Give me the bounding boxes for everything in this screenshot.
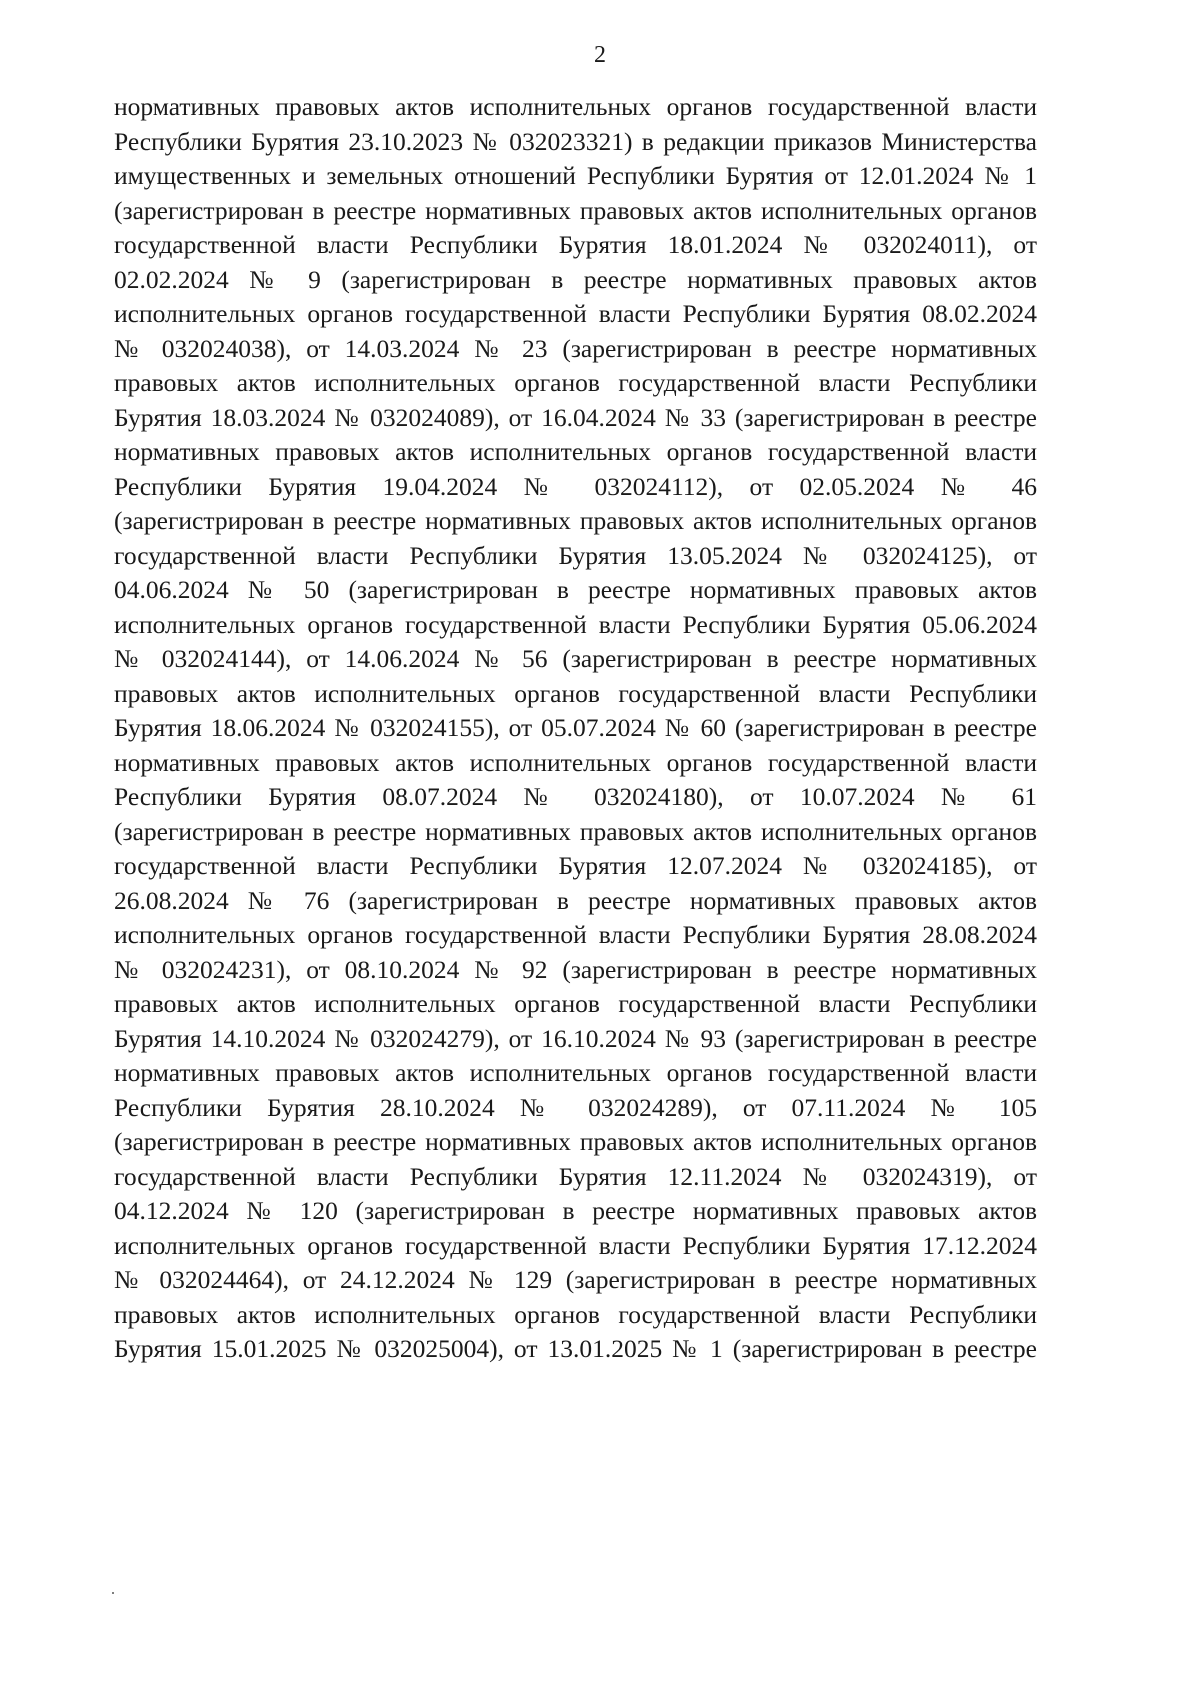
text-line: 04.12.2024 № 120 (зарегистрирован в реестре нормативных правовых актов (114, 1196, 1037, 1225)
text-line: № 032024144), от 14.06.2024 № 56 (зарегистрирован в реестре нормативных (114, 644, 1037, 673)
text-line: государственной власти Республики Бурятия 12.11.2024 № 032024319), от (114, 1161, 1037, 1191)
text-line: Республики Бурятия 28.10.2024 № 032024289), от 07.11.2024 № 105 (114, 1092, 1037, 1122)
text-line: 04.06.2024 № 50 (зарегистрирован в реестре нормативных правовых актов (114, 575, 1037, 604)
text-line: правовых актов исполнительных органов государственной власти Республики (114, 1299, 1037, 1329)
text-line: (зарегистрирован в реестре нормативных правовых актов исполнительных органов (114, 506, 1037, 535)
text-line: Бурятия 14.10.2024 № 032024279), от 16.10.2024 № 93 (зарегистрирован в реестре (114, 1023, 1037, 1053)
text-line: Бурятия 18.03.2024 № 032024089), от 16.04.2024 № 33 (зарегистрирован в реестре (114, 402, 1037, 432)
text-line: (зарегистрирован в реестре нормативных правовых актов исполнительных органов (114, 1127, 1037, 1156)
text-line: правовых актов исполнительных органов государственной власти Республики (114, 989, 1037, 1018)
text-line: исполнительных органов государственной власти Республики Бурятия 05.06.2024 (114, 609, 1037, 639)
text-line: Бурятия 15.01.2025 № 032025004), от 13.01.2025 № 1 (зарегистрирован в реестре (114, 1334, 1037, 1363)
text-line: Бурятия 18.06.2024 № 032024155), от 05.07.2024 № 60 (зарегистрирован в реестре (114, 713, 1037, 742)
text-line: нормативных правовых актов исполнительных органов государственной власти (114, 92, 1037, 121)
text-line: правовых актов исполнительных органов государственной власти Республики (114, 678, 1037, 708)
text-line: (зарегистрирован в реестре нормативных правовых актов исполнительных органов (114, 195, 1037, 225)
text-line: Республики Бурятия 23.10.2023 № 032023321) в редакции приказов Министерства (114, 126, 1037, 156)
text-line: имущественных и земельных отношений Республики Бурятия от 12.01.2024 № 1 (114, 161, 1037, 190)
text-line: исполнительных органов государственной власти Республики Бурятия 17.12.2024 (114, 1230, 1037, 1260)
text-line: государственной власти Республики Бурятия 12.07.2024 № 032024185), от (114, 851, 1037, 880)
text-line: 26.08.2024 № 76 (зарегистрирован в реестре нормативных правовых актов (114, 885, 1037, 915)
text-line: 02.02.2024 № 9 (зарегистрирован в реестре нормативных правовых актов (114, 264, 1037, 294)
text-line: правовых актов исполнительных органов государственной власти Республики (114, 368, 1037, 397)
text-line: Республики Бурятия 19.04.2024 № 032024112), от 02.05.2024 № 46 (114, 471, 1037, 501)
text-line: нормативных правовых актов исполнительных органов государственной власти (114, 1058, 1037, 1087)
text-line: государственной власти Республики Бурятия 18.01.2024 № 032024011), от (114, 230, 1037, 259)
text-line: Республики Бурятия 08.07.2024 № 032024180), от 10.07.2024 № 61 (114, 782, 1037, 811)
body-paragraph (114, 90, 1037, 1367)
text-line: государственной власти Республики Бурятия 13.05.2024 № 032024125), от (114, 540, 1037, 570)
text-line: № 032024464), от 24.12.2024 № 129 (зарегистрирован в реестре нормативных (114, 1265, 1037, 1294)
text-line: нормативных правовых актов исполнительных органов государственной власти (114, 437, 1037, 466)
text-line: исполнительных органов государственной власти Республики Бурятия 28.08.2024 (114, 920, 1037, 949)
page-number: 2 (594, 42, 606, 68)
text-line: № 032024038), от 14.03.2024 № 23 (зарегистрирован в реестре нормативных (114, 333, 1037, 363)
text-line: № 032024231), от 08.10.2024 № 92 (зарегистрирован в реестре нормативных (114, 954, 1037, 984)
text-line: (зарегистрирован в реестре нормативных правовых актов исполнительных органов (114, 816, 1037, 846)
scan-speck (112, 1592, 114, 1594)
text-line: исполнительных органов государственной власти Республики Бурятия 08.02.2024 (114, 299, 1037, 328)
text-line: нормативных правовых актов исполнительных органов государственной власти (114, 747, 1037, 777)
